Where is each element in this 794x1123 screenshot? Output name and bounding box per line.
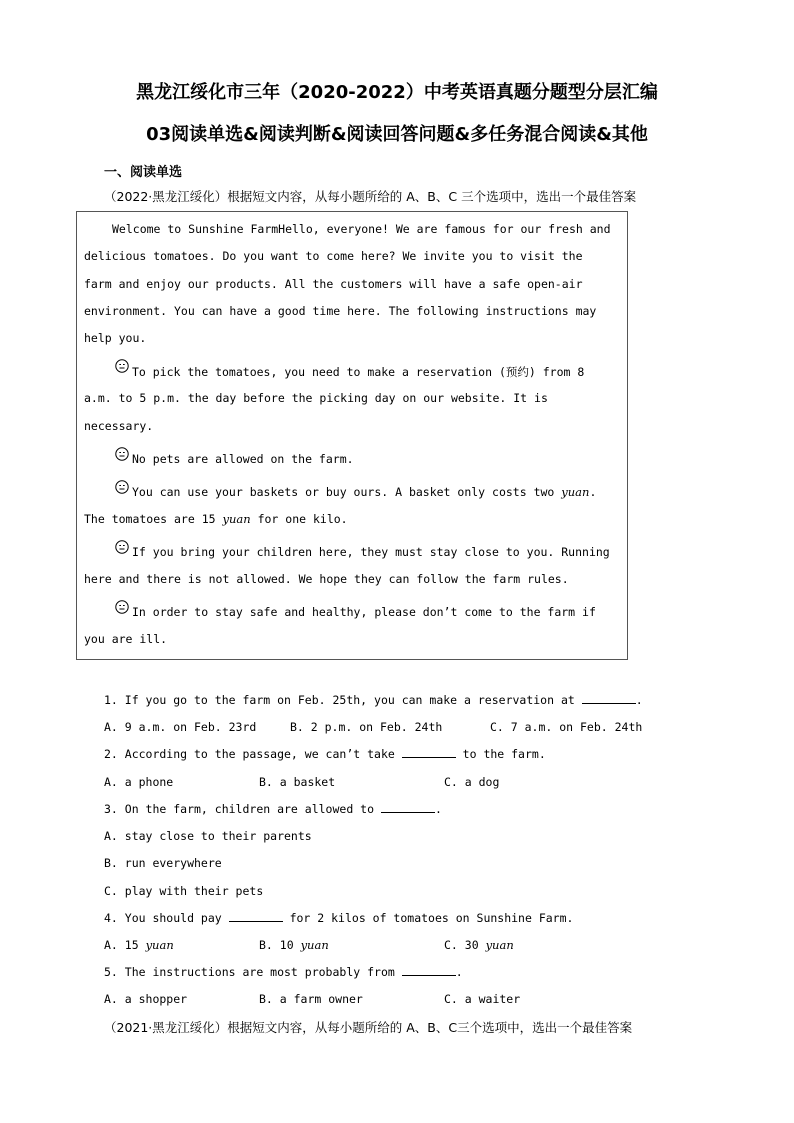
passage-line: environment. You can have a good time here. The following instructions may: [84, 304, 597, 318]
question-source-2022: （2022·黑龙江绥化）根据短文内容，从每小题所给的 A、B、C 三个选项中，选出一个最佳答案: [104, 189, 637, 204]
smiley-icon: [115, 540, 129, 554]
rule-5-line: In order to stay safe and healthy, please don’t come to the farm if: [132, 605, 596, 619]
passage-line: farm and enjoy our products. All the customers will have a safe open-air: [84, 277, 583, 291]
option: C. play with their pets: [104, 884, 264, 898]
option: A. a phone: [104, 775, 174, 789]
rule-5-line: you are ill.: [84, 632, 168, 646]
question-2: 2. According to the passage, we can’t take to the farm.: [104, 747, 546, 761]
option: C. 30 yuan: [444, 938, 514, 952]
option: B. 2 p.m. on Feb. 24th: [290, 720, 443, 734]
option: A. 15 yuan: [104, 938, 174, 952]
question-source-2021: （2021·黑龙江绥化）根据短文内容，从每小题所给的 A、B、C三个选项中，选出一个最佳答案: [104, 1020, 633, 1035]
page-title: 黑龙江绥化市三年（2020-2022）中考英语真题分题型分层汇编: [136, 82, 658, 103]
rule-1-line: a.m. to 5 p.m. the day before the picking day on our website. It is: [84, 391, 548, 405]
smiley-icon: [115, 480, 129, 494]
passage-line: Welcome to Sunshine FarmHello, everyone! We are famous for our fresh and: [112, 222, 611, 236]
passage-line: delicious tomatoes. Do you want to come here? We invite you to visit the: [84, 249, 583, 263]
option: B. a farm owner: [259, 992, 363, 1006]
answer-blank: [381, 802, 435, 813]
answer-blank: [402, 965, 456, 976]
option: B. a basket: [259, 775, 336, 789]
rule-3-line: You can use your baskets or buy ours. A basket only costs two yuan.: [132, 485, 597, 499]
answer-blank: [402, 747, 456, 758]
question-5: 5. The instructions are most probably from .: [104, 965, 463, 979]
smiley-icon: [115, 359, 129, 373]
answer-blank: [229, 911, 283, 922]
smiley-icon: [115, 600, 129, 614]
question-1: 1. If you go to the farm on Feb. 25th, you can make a reservation at .: [104, 693, 643, 707]
passage-line: help you.: [84, 331, 147, 345]
question-4: 4. You should pay for 2 kilos of tomatoes on Sunshine Farm.: [104, 911, 574, 925]
answer-blank: [582, 693, 636, 704]
question-3: 3. On the farm, children are allowed to .: [104, 802, 442, 816]
rule-1-line: necessary.: [84, 419, 154, 433]
option: C. 7 a.m. on Feb. 24th: [490, 720, 643, 734]
section-heading: 一、阅读单选: [104, 165, 183, 180]
rule-4-line: here and there is not allowed. We hope they can follow the farm rules.: [84, 572, 569, 586]
option: A. 9 a.m. on Feb. 23rd: [104, 720, 257, 734]
option: A. a shopper: [104, 992, 188, 1006]
option: B. 10 yuan: [259, 938, 329, 952]
option: B. run everywhere: [104, 856, 222, 870]
option: A. stay close to their parents: [104, 829, 312, 843]
smiley-icon: [115, 447, 129, 461]
option: C. a waiter: [444, 992, 521, 1006]
option: C. a dog: [444, 775, 500, 789]
page-subtitle: 03阅读单选&阅读判断&阅读回答问题&多任务混合阅读&其他: [146, 124, 648, 145]
rule-2-line: No pets are allowed on the farm.: [132, 452, 354, 466]
rule-1-line: To pick the tomatoes, you need to make a reservation (预约) from 8: [132, 365, 585, 379]
rule-3-line: The tomatoes are 15 yuan for one kilo.: [84, 512, 348, 526]
rule-4-line: If you bring your children here, they must stay close to you. Running: [132, 545, 610, 559]
